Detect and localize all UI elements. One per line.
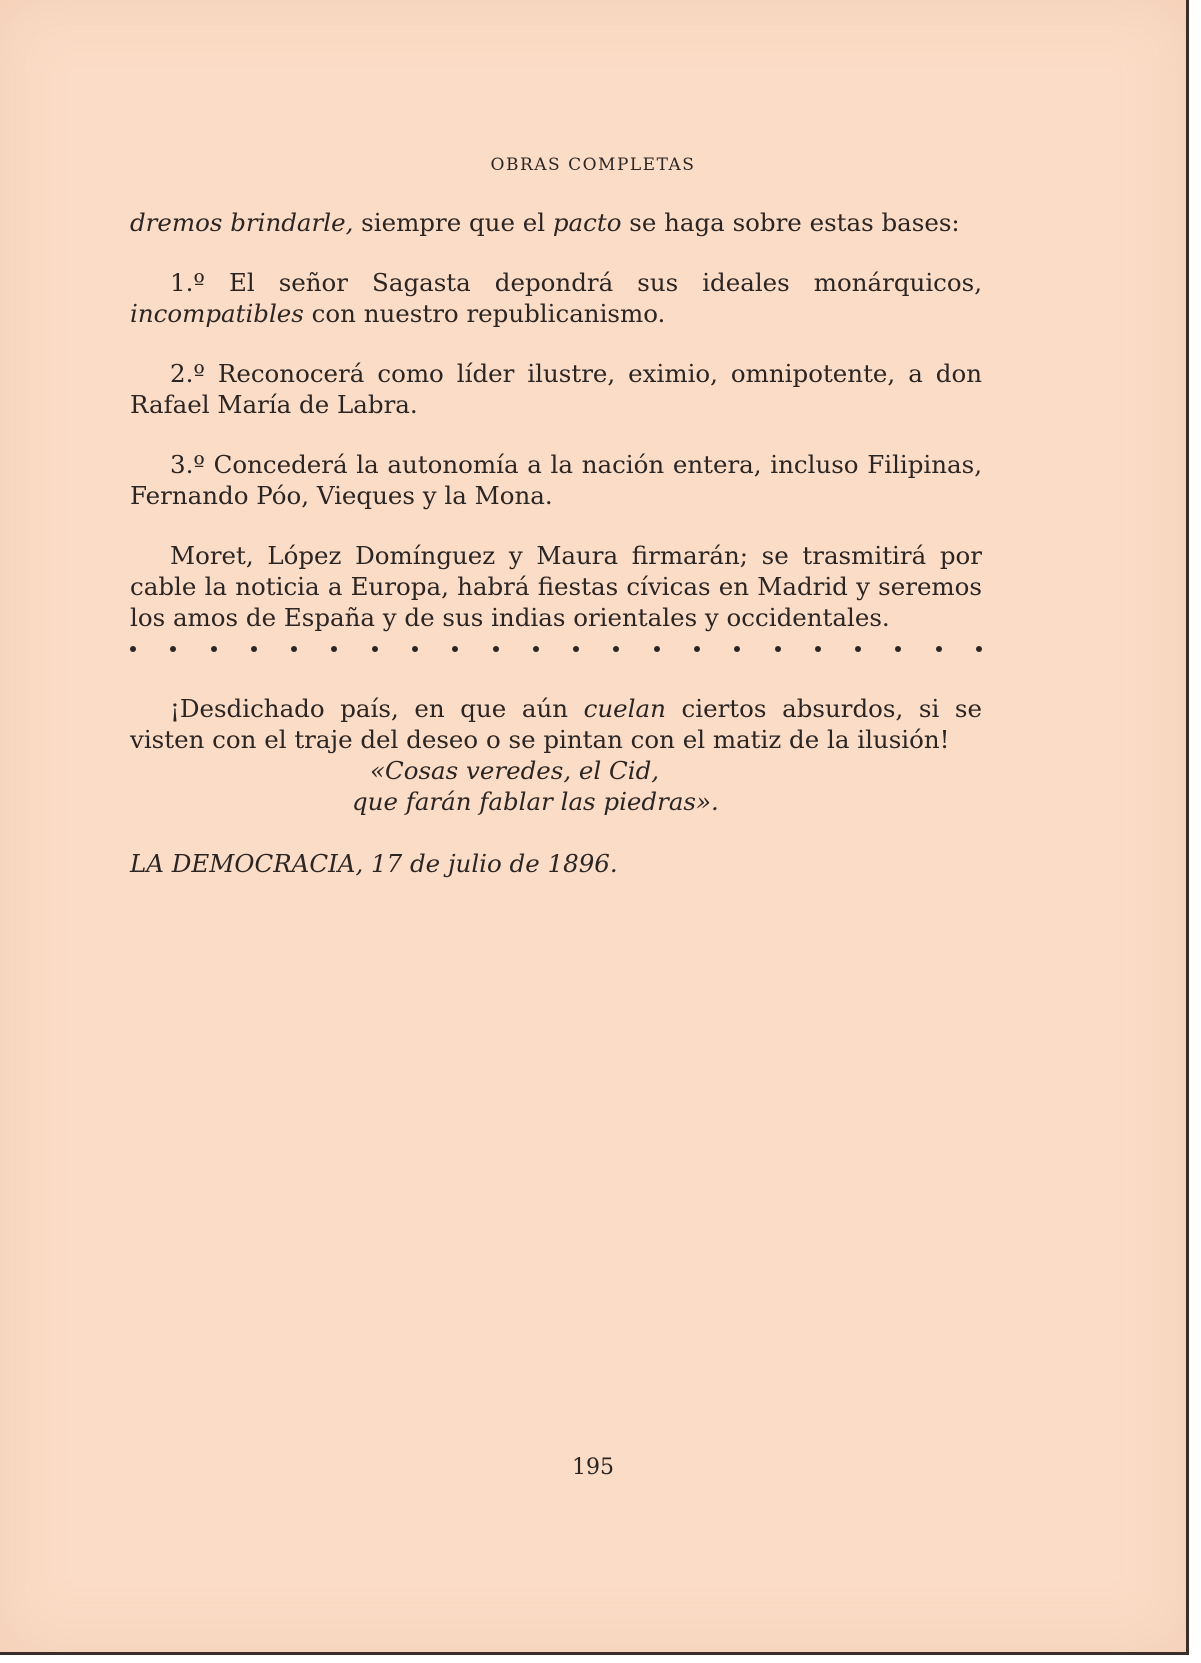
text-span: siempre que el [353,208,553,237]
separator-dot [613,646,619,652]
italic-word: pacto [552,208,622,237]
separator-dot [936,646,942,652]
verse-line-1: «Cosas veredes, el Cid, [370,756,660,785]
paragraph-item-3: 3.º Concederá la autonomía a la nación entera, incluso Filipinas, Fernando Póo, Vieques y la Mona. [130,450,982,510]
separator-dot [895,646,901,652]
separator-dot [372,646,378,652]
separator-dot [855,646,861,652]
paragraph-continuation [130,207,982,238]
paragraph-closing [130,693,982,755]
italic-word: incompatibles [130,299,304,328]
paragraph-item-2: 2.º Reconocerá como líder ilustre, eximio, omnipotente, a don Rafael María de Labra. [130,359,982,419]
separator-dot [694,646,700,652]
separator-dot [815,646,821,652]
paragraph-item-1 [130,267,982,329]
separator-dot [412,646,418,652]
separator-dot [775,646,781,652]
text-span: 1.º El señor Sagasta depondrá sus ideales monárquicos, [170,268,982,297]
separator-dot [493,646,499,652]
verse-line-2: que farán fablar las piedras». [352,787,719,816]
paragraph-moret: Moret, López Domínguez y Maura firmarán; se trasmitirá por cable la noticia a Europa, habrá fiestas cívicas en Madrid y seremos los amos de España y de sus indias orientales y occidentales. [130,541,982,632]
separator-dot [291,646,297,652]
verse-quote [130,755,982,817]
separator-dot [130,646,136,652]
text-span: se haga sobre estas bases: [621,208,960,237]
running-head: OBRAS COMPLETAS [490,155,696,175]
separator-dot [452,646,458,652]
text-span: ciertos absurdos, si se visten con el traje del deseo o se pintan con el matiz de la ilusión! [130,694,982,754]
source-signature: LA DEMOCRACIA, 17 de julio de 1896. [130,849,618,878]
italic-word: cuelan [583,694,666,723]
separator-dot [170,646,176,652]
text-span: con nuestro republicanismo. [303,299,666,328]
separator-dot [654,646,660,652]
page-number: 195 [572,1455,614,1480]
italic-phrase: dremos brindarle, [130,208,354,237]
separator-dot [734,646,740,652]
separator-dot [573,646,579,652]
body-text [130,207,982,879]
text-span: ¡Desdichado país, en que aún [170,694,584,723]
separator-dot [251,646,257,652]
separator-dot [533,646,539,652]
separator-dot [976,646,982,652]
ellipsis-separator [130,633,982,664]
separator-dot [211,646,217,652]
separator-dot [331,646,337,652]
